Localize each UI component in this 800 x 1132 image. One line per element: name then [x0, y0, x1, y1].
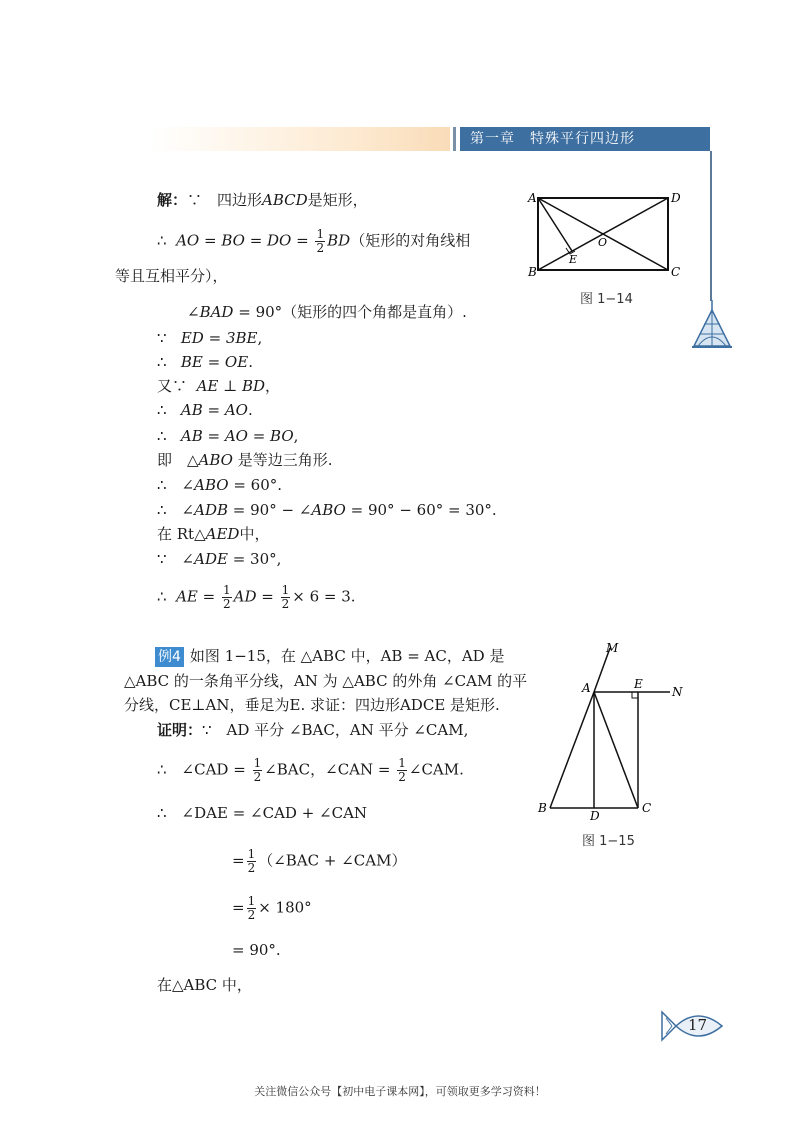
proof-line-7: 在△ABC 中， [157, 976, 252, 994]
solution-line-14: ∵ ∠ADE = 30°, [157, 550, 282, 568]
header-separator [453, 127, 456, 151]
label-E: E [569, 253, 578, 266]
label-O: O [598, 236, 608, 249]
label-C: C [671, 265, 681, 279]
solution-line-2: ∴ AO = BO = DO = $\frac{1}{2}$ BD（矩形的对角线相 [157, 227, 471, 255]
header-gradient-bar [150, 127, 450, 151]
label-B: B [538, 801, 547, 815]
page-number: 17 [688, 1016, 708, 1034]
label-A: A [528, 191, 537, 205]
label-B: B [528, 265, 537, 279]
solution-line-10: 即 △ABO 是等边三角形. [157, 451, 333, 469]
proof-line-2: ∴ ∠CAD = $\frac{1}{2}$ ∠BAC，∠CAN = $\frac{1}{2}$ ∠CAM. [157, 756, 464, 784]
figure-1-14-caption: 图 1−14 [580, 292, 633, 307]
solution-line-9: ∴ AB = AO = BO, [157, 427, 299, 445]
example4-line-1: 例4 如图 1−15，在 △ABC 中，AB = AC，AD 是 [155, 646, 504, 667]
proof-line-5: = $\frac{1}{2}$ × 180° [232, 894, 312, 922]
proof-line-6: = 90°. [232, 941, 281, 959]
label-M: M [606, 641, 619, 655]
footer-note: 关注微信公众号【初中电子课本网】，可领取更多学习资料！ [254, 1085, 546, 1098]
margin-rule [710, 151, 712, 301]
example4-line-2: △ABC 的一条角平分线，AN 为 △ABC 的外角 ∠CAM 的平 [124, 672, 528, 690]
label-A: A [582, 681, 591, 695]
solution-line-5: ∵ ED = 3BE, [157, 329, 263, 347]
solution-line-6: ∴ BE = OE. [157, 353, 253, 371]
solution-line-11: ∴ ∠ABO = 60°. [157, 476, 283, 494]
proof-label: 证明： [157, 721, 203, 739]
tower-icon [690, 298, 734, 350]
solution-line-15: ∴ AE = $\frac{1}{2}$ AD = $\frac{1}{2}$ × 6 = 3. [157, 583, 356, 611]
solution-line-3: 等且互相平分）， [115, 267, 228, 285]
proof-line-3: ∴ ∠DAE = ∠CAD + ∠CAN [157, 804, 368, 822]
solution-line-8: ∴ AB = AO. [157, 401, 253, 419]
fraction: $\frac{1}{2}$ [316, 227, 325, 255]
proof-line-1: 证明：∵ AD 平分 ∠BAC，AN 平分 ∠CAM, [157, 721, 469, 739]
figure-1-14 [526, 190, 686, 280]
figure-1-15-caption: 图 1−15 [582, 834, 635, 849]
solution-line-13: 在 Rt△AED中， [157, 525, 270, 543]
solution-line-4: ∠BAD = 90°（矩形的四个角都是直角）. [187, 303, 467, 321]
label-N: N [672, 685, 683, 699]
label-C: C [642, 801, 652, 815]
solution-line-7: 又∵ AE ⊥ BD， [157, 377, 281, 395]
example-badge: 例4 [155, 647, 184, 667]
solution-line-12: ∴ ∠ADB = 90° − ∠ABO = 90° − 60° = 30°. [157, 501, 497, 519]
chapter-title: 第一章 特殊平行四边形 [460, 127, 710, 151]
figure-1-15 [530, 640, 690, 820]
example4-line-3: 分线，CE⊥AN，垂足为E. 求证：四边形ADCE 是矩形. [124, 696, 500, 714]
label-D: D [590, 809, 600, 820]
solution-label: 解： [157, 191, 188, 209]
proof-line-4: = $\frac{1}{2}$ （∠BAC + ∠CAM） [232, 847, 407, 875]
label-E: E [634, 677, 643, 691]
solution-line-1: 解：∵ 四边形ABCD是矩形， [157, 191, 368, 209]
label-D: D [671, 191, 681, 205]
